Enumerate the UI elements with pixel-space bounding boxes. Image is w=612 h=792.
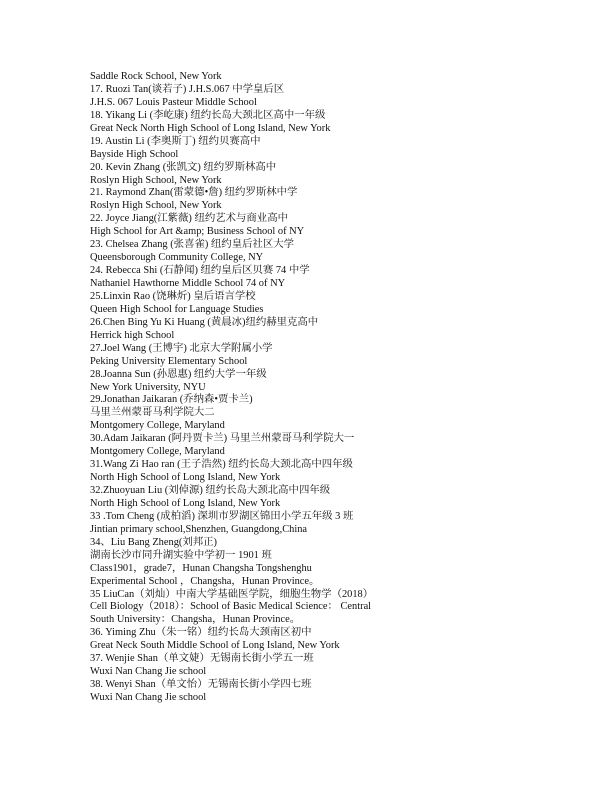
list-line: Great Neck South Middle School of Long Island, New York bbox=[90, 640, 340, 652]
list-line: 36. Yiming Zhu（朱一铭）纽约长岛大颈南区初中 bbox=[90, 627, 312, 639]
list-line: Peking University Elementary School bbox=[90, 355, 248, 367]
list-line: North High School of Long Island, New York bbox=[90, 472, 281, 484]
list-line: 26.Chen Bing Yu Ki Huang (黄晨冰)纽约赫里克高中 bbox=[90, 316, 319, 328]
list-line: 20. Kevin Zhang (张凯文) 纽约罗斯林高中 bbox=[90, 161, 277, 173]
list-line: 29.Jonathan Jaikaran (乔纳森•贾卡兰) bbox=[90, 394, 253, 406]
list-line: Great Neck North High School of Long Island, New York bbox=[90, 122, 331, 134]
list-line: 17. Ruozi Tan(谈若子) J.H.S.067 中学皇后区 bbox=[90, 83, 285, 95]
list-line: North High School of Long Island, New York bbox=[90, 497, 281, 509]
list-line: 37. Wenjie Shan（单文婕）无锡南长街小学五一班 bbox=[90, 653, 314, 665]
list-line: 31.Wang Zi Hao ran (王子浩然) 纽约长岛大颈北高中四年级 bbox=[90, 459, 353, 471]
list-line: 18. Yikang Li (李屹康) 纽约长岛大颈北区高中一年级 bbox=[90, 109, 326, 121]
list-line: 35 LiuCan（刘灿）中南大学基础医学院，细胞生物学（2018） bbox=[90, 588, 374, 600]
list-line: Class1901，grade7，Hunan Changsha Tongshenghu bbox=[90, 562, 312, 574]
list-line: Experimental School ，Changsha，Hunan Province。 bbox=[90, 575, 320, 587]
list-line: Roslyn High School, New York bbox=[90, 200, 222, 212]
list-line: J.H.S. 067 Louis Pasteur Middle School bbox=[90, 96, 257, 108]
list-line: 38. Wenyi Shan（单文怡）无锡南长街小学四七班 bbox=[90, 679, 312, 691]
list-line: 22. Joyce Jiang(江紫薇) 纽约艺术与商业高中 bbox=[90, 213, 288, 225]
list-line: High School for Art &amp; Business School of NY bbox=[90, 226, 305, 238]
list-line: 25.Linxin Rao (饶琳炘) 皇后语言学校 bbox=[90, 290, 256, 302]
list-line: Queen High School for Language Studies bbox=[90, 303, 264, 315]
list-line: 19. Austin Li (李奥斯丁) 纽约贝赛高中 bbox=[90, 135, 261, 147]
list-line: Bayside High School bbox=[90, 148, 179, 160]
list-line: 34、Liu Bang Zheng(刘邦正) bbox=[90, 536, 217, 548]
list-line: 湖南长沙市同升湖实验中学初一 1901 班 bbox=[90, 549, 272, 561]
list-line: Roslyn High School, New York bbox=[90, 174, 222, 186]
list-line: 32.Zhuoyuan Liu (刘倬源) 纽约长岛大颈北高中四年级 bbox=[90, 485, 331, 496]
list-line: 21. Raymond Zhan(雷蒙德•詹) 纽约罗斯林中学 bbox=[90, 187, 298, 199]
list-line: South University：Changsha，Hunan Province。 bbox=[90, 614, 301, 626]
list-line: Montgomery College, Maryland bbox=[90, 446, 225, 458]
list-line: 27.Joel Wang (王博宇) 北京大学附属小学 bbox=[90, 342, 273, 354]
list-line: 24. Rebecca Shi (石静闻) 纽约皇后区贝赛 74 中学 bbox=[90, 265, 310, 277]
list-line: Jintian primary school,Shenzhen, Guangdong,China bbox=[90, 523, 308, 535]
list-line: Wuxi Nan Chang Jie school bbox=[90, 666, 207, 678]
list-line: New York University, NYU bbox=[90, 381, 206, 393]
list-line: 23. Chelsea Zhang (张喜雀) 纽约皇后社区大学 bbox=[90, 239, 295, 251]
list-line: Wuxi Nan Chang Jie school bbox=[90, 692, 207, 703]
list-line: Nathaniel Hawthorne Middle School 74 of NY bbox=[90, 278, 286, 289]
list-line: Herrick high School bbox=[90, 329, 175, 341]
list-line: 30.Adam Jaikaran (阿丹贾卡兰) 马里兰州蒙哥马利学院大一 bbox=[90, 433, 355, 445]
list-line: 马里兰州蒙哥马利学院大二 bbox=[90, 407, 215, 419]
list-line: Cell Biology（2018）：School of Basic Medical Science： Central bbox=[90, 601, 372, 613]
list-line: Saddle Rock School, New York bbox=[90, 71, 222, 82]
list-line: Montgomery College, Maryland bbox=[90, 420, 225, 432]
list-line: Queensborough Community College, NY bbox=[90, 252, 264, 264]
list-line: 33 .Tom Cheng (成柏滔) 深圳市罗湖区锦田小学五年级 3 班 bbox=[90, 510, 354, 522]
list-line: 28.Joanna Sun (孙恩惠) 纽约大学一年级 bbox=[90, 368, 267, 380]
participant-list bbox=[90, 71, 590, 705]
